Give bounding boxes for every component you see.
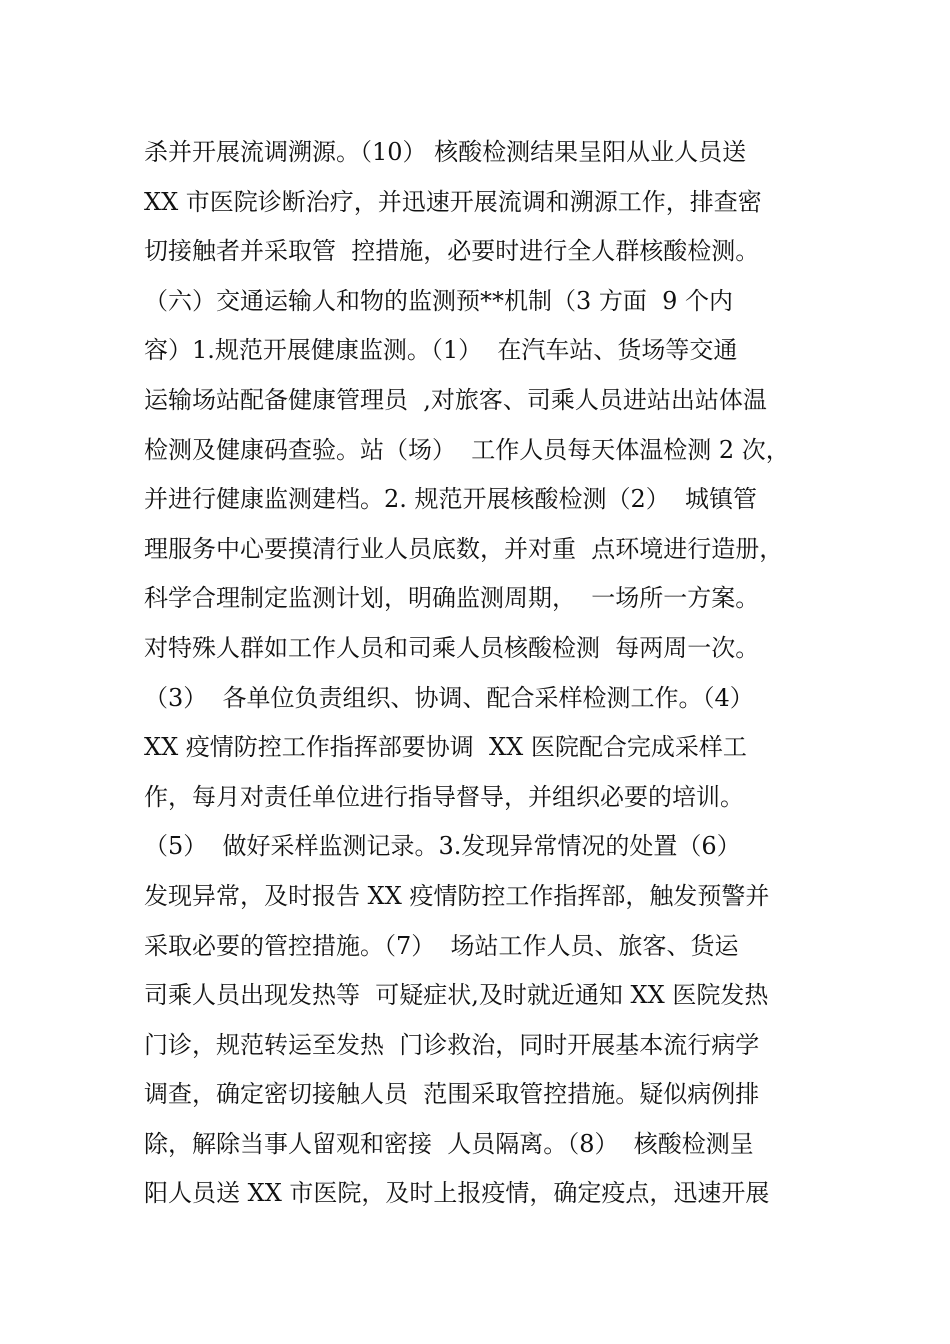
body-text	[144, 128, 824, 1219]
text-line: 科学合理制定监测计划，明确监测周期， 一场所一方案。	[144, 584, 760, 613]
text-line: （六）交通运输人和物的监测预**机制（3 方面 9 个内	[144, 286, 734, 315]
text-line: 容）1.规范开展健康监测。（1） 在汽车站、货场等交通	[144, 336, 738, 365]
text-line: 检测及健康码查验。站（场） 工作人员每天体温检测 2 次，	[144, 435, 790, 464]
text-line: 发现异常，及时报告 XX 疫情防控工作指挥部，触发预警并	[144, 881, 770, 910]
text-line: 除，解除当事人留观和密接 人员隔离。（8） 核酸检测呈	[144, 1129, 754, 1158]
text-line: XX 疫情防控工作指挥部要协调 XX 医院配合完成采样工	[144, 733, 747, 762]
text-line: （5） 做好采样监测记录。3.发现异常情况的处置（6）	[144, 832, 741, 861]
text-line: 对特殊人群如工作人员和司乘人员核酸检测 每两周一次。	[144, 633, 760, 662]
text-line: 阳人员送 XX 市医院，及时上报疫情，确定疫点，迅速开展	[144, 1179, 770, 1208]
text-line: 采取必要的管控措施。（7） 场站工作人员、旅客、货运	[144, 931, 739, 960]
text-line: 门诊，规范转运至发热 门诊救治，同时开展基本流行病学	[144, 1030, 760, 1059]
text-line: 切接触者并采取管 控措施，必要时进行全人群核酸检测。	[144, 237, 760, 266]
text-line: 并进行健康监测建档。2. 规范开展核酸检测（2） 城镇管	[144, 485, 758, 514]
text-line: 作，每月对责任单位进行指导督导，并组织必要的培训。	[144, 782, 744, 811]
text-line: 理服务中心要摸清行业人员底数，并对重 点环境进行造册，	[144, 534, 784, 563]
text-line: 司乘人员出现发热等 可疑症状,及时就近通知 XX 医院发热	[144, 981, 769, 1010]
text-line: （3） 各单位负责组织、协调、配合采样检测工作。（4）	[144, 683, 754, 712]
text-line: 调查，确定密切接触人员 范围采取管控措施。疑似病例排	[144, 1080, 760, 1109]
text-line: 运输场站配备健康管理员 ,对旅客、司乘人员进站出站体温	[144, 385, 767, 414]
text-line: 杀并开展流调溯源。（10） 核酸检测结果呈阳从业人员送	[144, 138, 747, 166]
text-line: XX 市医院诊断治疗，并迅速开展流调和溯源工作，排查密	[144, 187, 762, 216]
